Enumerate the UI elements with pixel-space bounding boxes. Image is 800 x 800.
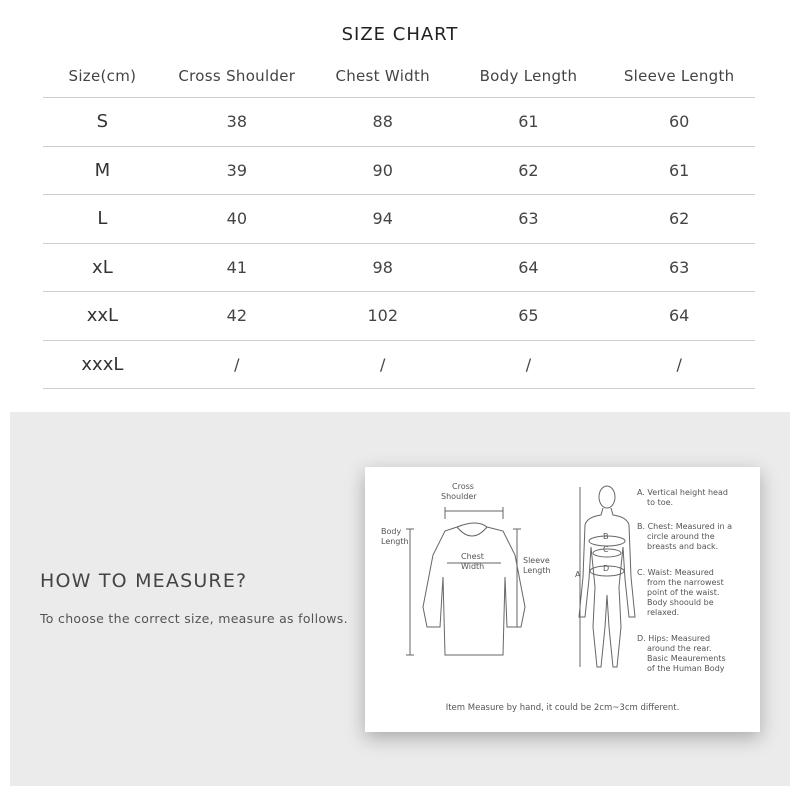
table-row: [43, 195, 755, 244]
note-b-line-3: breasts and back.: [647, 542, 719, 551]
note-b-line-2: circle around the: [647, 532, 715, 541]
table-row: [43, 146, 755, 195]
body-length-cell: 64: [454, 243, 604, 292]
chest-width-cell: /: [312, 340, 454, 389]
table-row: [43, 243, 755, 292]
table-row: [43, 340, 755, 389]
size-cell: S: [43, 98, 162, 147]
note-c-line-1: C. Waist: Measured: [637, 568, 714, 577]
note-d-line-1: D. Hips: Measured: [637, 634, 711, 643]
table-header-row: [43, 55, 755, 98]
how-to-measure-heading: HOW TO MEASURE?: [40, 570, 248, 592]
note-d-line-4: of the Human Body: [647, 664, 725, 673]
measurement-notes: [637, 488, 732, 673]
note-c-line-5: relaxed.: [647, 608, 680, 617]
body-length-cell: 65: [454, 292, 604, 341]
table-row: [43, 98, 755, 147]
chest-width-cell: 90: [312, 146, 454, 195]
body-length-cell: /: [454, 340, 604, 389]
note-c-line-2: from the narrowest: [647, 578, 724, 587]
note-c-line-3: point of the waist.: [647, 588, 720, 597]
chest-width-cell: 94: [312, 195, 454, 244]
header-sleeve-length: Sleeve Length: [603, 55, 755, 98]
header-chest-width: Chest Width: [312, 55, 454, 98]
marker-b: B: [603, 532, 609, 541]
chest-width-cell: 98: [312, 243, 454, 292]
cross-shoulder-cell: /: [162, 340, 312, 389]
table-row: [43, 292, 755, 341]
sleeve-length-cell: 63: [603, 243, 755, 292]
size-cell: M: [43, 146, 162, 195]
cross-shoulder-cell: 38: [162, 98, 312, 147]
sleeve-length-cell: 64: [603, 292, 755, 341]
size-chart-table: [43, 55, 755, 389]
note-d-line-3: Basic Meaurements: [647, 654, 726, 663]
label-sleeve-length: Length: [523, 566, 551, 575]
label-length: Length: [381, 537, 409, 546]
size-chart-title: SIZE CHART: [341, 24, 459, 45]
label-sleeve: Sleeve: [523, 556, 550, 565]
label-cross: Cross: [452, 482, 474, 491]
label-chest: Chest: [461, 552, 484, 561]
human-figure-icon: [579, 486, 635, 667]
body-length-cell: 62: [454, 146, 604, 195]
sleeve-length-cell: 62: [603, 195, 755, 244]
note-a-line-2: to toe.: [647, 498, 674, 507]
sleeve-length-cell: 60: [603, 98, 755, 147]
cross-shoulder-cell: 41: [162, 243, 312, 292]
header-cross-shoulder: Cross Shoulder: [162, 55, 312, 98]
marker-d: D: [603, 564, 610, 573]
size-cell: xL: [43, 243, 162, 292]
how-to-measure-panel: [10, 412, 790, 786]
marker-c: C: [603, 545, 609, 554]
label-width: Width: [461, 562, 485, 571]
body-length-cell: 61: [454, 98, 604, 147]
size-cell: xxL: [43, 292, 162, 341]
label-shoulder: Shoulder: [441, 492, 477, 501]
size-cell: xxxL: [43, 340, 162, 389]
header-body-length: Body Length: [454, 55, 604, 98]
measurement-guide-card: [365, 467, 760, 732]
note-a-line-1: A. Vertical height head: [637, 488, 728, 497]
note-c-line-4: Body shoould be: [647, 598, 714, 607]
sleeve-length-cell: 61: [603, 146, 755, 195]
cross-shoulder-cell: 40: [162, 195, 312, 244]
size-cell: L: [43, 195, 162, 244]
sleeve-length-cell: /: [603, 340, 755, 389]
body-length-cell: 63: [454, 195, 604, 244]
cross-shoulder-cell: 42: [162, 292, 312, 341]
measurement-diagram: [365, 467, 760, 732]
how-to-measure-subtitle: To choose the correct size, measure as follows.: [40, 611, 348, 626]
label-body: Body: [381, 527, 402, 536]
marker-a: A: [575, 570, 581, 579]
cross-shoulder-cell: 39: [162, 146, 312, 195]
sweater-outline-icon: [423, 523, 525, 655]
header-size: Size(cm): [43, 55, 162, 98]
measurement-footnote: Item Measure by hand, it could be 2cm~3cm different.: [445, 703, 680, 713]
chest-width-cell: 102: [312, 292, 454, 341]
note-d-line-2: around the rear.: [647, 644, 712, 653]
chest-width-cell: 88: [312, 98, 454, 147]
note-b-line-1: B. Chest: Measured in a: [637, 522, 733, 531]
